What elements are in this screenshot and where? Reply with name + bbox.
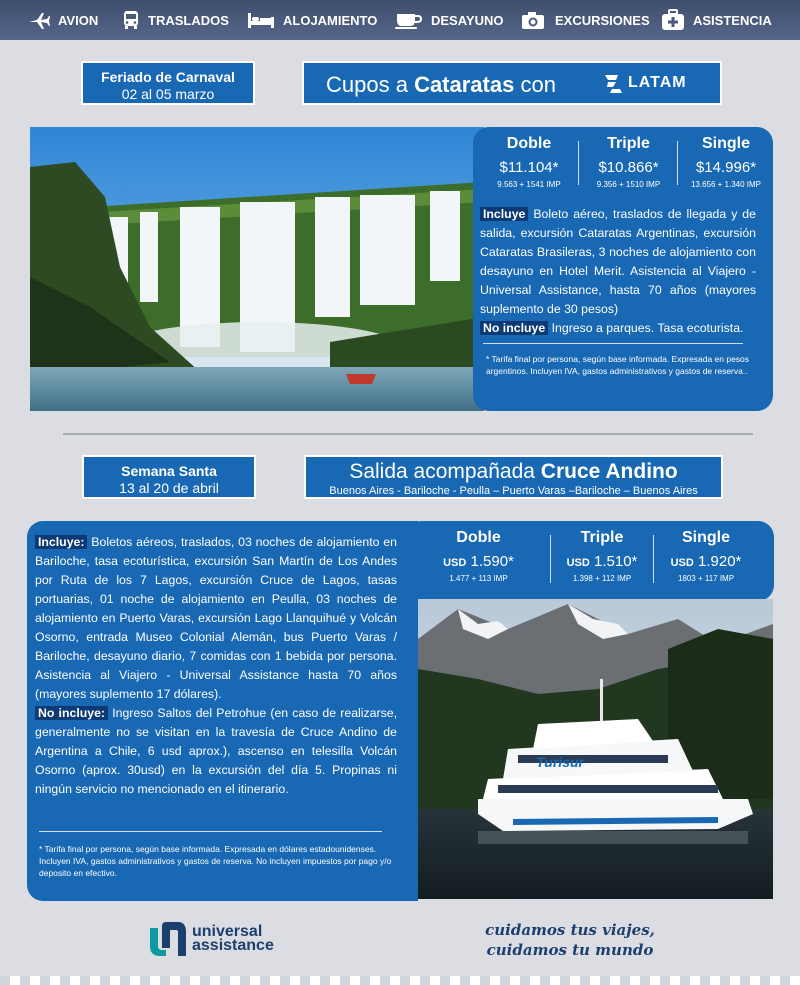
- title-suffix: con: [514, 72, 556, 97]
- offer-title-cataratas: [302, 61, 722, 105]
- price-triple: [552, 529, 652, 583]
- bottom-pattern-strip: [0, 976, 800, 985]
- universal-assistance-logo-icon: [148, 922, 188, 956]
- includes-text-cruce: [35, 533, 397, 799]
- column-divider: [653, 535, 654, 583]
- latam-logo-icon: [604, 72, 624, 94]
- catamaran-lake-photo: [418, 599, 773, 899]
- nav-label: ASISTENCIA: [693, 12, 772, 28]
- price-panel-cruce: [406, 521, 774, 601]
- brand-line2: assistance: [192, 937, 274, 954]
- top-services-bar: [0, 0, 800, 40]
- price-breakdown: 1803 + 117 IMP: [677, 574, 735, 583]
- section-divider: [63, 433, 753, 435]
- price-value: $10.866*: [598, 159, 659, 176]
- slogan-line1: cuidamos tus viajes,: [485, 921, 655, 939]
- boat-name: Turisur: [536, 754, 584, 770]
- price-currency: USD: [670, 557, 694, 569]
- price-value: 1.920*: [698, 553, 742, 570]
- column-divider: [578, 141, 579, 185]
- iguazu-falls-photo: [30, 127, 484, 411]
- nav-item-asistencia: [661, 0, 772, 40]
- slogan: [470, 920, 670, 960]
- badge-dates: 02 al 05 marzo: [121, 86, 215, 102]
- no-incluye-text: Ingreso a parques. Tasa ecoturista.: [548, 321, 744, 335]
- price-breakdown: 1.477 + 113 IMP: [449, 574, 508, 583]
- badge-title: Feriado de Carnaval: [101, 69, 235, 85]
- universal-assistance-logo: [148, 922, 274, 956]
- nav-item-avion: [28, 0, 98, 40]
- airline-name: LATAM: [628, 74, 687, 91]
- title-prefix: Salida acompañada: [349, 460, 541, 483]
- price-triple: [581, 135, 676, 189]
- nav-label: ALOJAMIENTO: [283, 12, 378, 28]
- nav-label: DESAYUNO: [431, 12, 504, 28]
- price-doble: [479, 135, 579, 189]
- badge-dates: 13 al 20 de abril: [119, 480, 219, 496]
- brand-line1: universal: [192, 923, 263, 940]
- footnote-cataratas: * Tarifa final por persona, según base informada. Expresada en pesos argentinos. Incluyen IVA, gastos administrativos y gastos de reserva..: [486, 354, 750, 376]
- room-type: Triple: [607, 135, 650, 152]
- room-type: Doble: [456, 529, 501, 546]
- offer-title-cruce-andino: [304, 455, 723, 499]
- incluye-label: Incluye:: [35, 535, 87, 549]
- nav-label: AVION: [58, 12, 99, 28]
- price-value: $14.996*: [695, 159, 757, 176]
- nav-label: EXCURSIONES: [555, 12, 650, 28]
- room-type: Single: [681, 529, 730, 546]
- room-type: Triple: [580, 529, 624, 546]
- details-panel-cruce: [27, 521, 418, 901]
- nav-item-desayuno: [395, 0, 503, 40]
- price-breakdown: 1.398 + 112 IMP: [572, 574, 632, 583]
- price-single: [656, 529, 756, 583]
- airplane-icon: [28, 11, 50, 29]
- coffee-cup-icon: [395, 10, 423, 30]
- no-incluye-label: No incluye:: [35, 706, 108, 720]
- price-breakdown: 9.563 + 1541 IMP: [497, 180, 561, 189]
- incluye-label: Incluye: [480, 207, 528, 221]
- no-incluye-label: No incluye: [480, 321, 548, 335]
- price-breakdown: 13.656 + 1.340 IMP: [690, 180, 762, 189]
- incluye-text: Boletos aéreos, traslados, 03 noches de alojamiento en Bariloche, tasa ecoturística, excursión San Martín de Los Andes por Ruta de los 7 Lagos, excursión Cruce de Lagos, tasas portuarias, 01 noche de alojamiento en Peulla, 03 noches de alojamiento en Puerto Varas, excursión Lago Llanquihué y Volcán Osorno, entrada Museo Colonial Alemán, bus Puerto Varas / Bariloche, desayuno diario, 7 comidas con 1 bebida por persona. Asistencia al Viajero - Universal Assistance hasta 70 años (mayores suplemento 17 dólares).: [35, 535, 397, 701]
- column-divider: [677, 141, 678, 185]
- footnote-cruce: * Tarifa final por persona, según base informada. Expresada en dólares estadounidenses. Incluyen IVA, gastos administrativos y gastos de reserva. No incluyen impuestos por pago y/o deposito en efectivo.: [39, 844, 392, 878]
- date-badge-carnaval: [81, 61, 255, 105]
- route-text: Buenos Aires - Bariloche - Peulla – Puerto Varas –Bariloche – Buenos Aires: [329, 485, 698, 497]
- price-value: $11.104*: [499, 159, 559, 176]
- includes-text-cataratas: [480, 205, 756, 338]
- title-destination: Cataratas: [414, 72, 515, 97]
- divider: [483, 343, 743, 344]
- camera-icon: [521, 10, 547, 30]
- no-incluye-text: Ingreso Saltos del Petrohue (en caso de realizarse, generalmente no se visitan en la travesía de Cruce Andino de Argentina a Chile, 6 usd aprox.), ascenso en telesilla Volcán Osorno (aprox. 30usd) en la excursión del día 5. Propinas ni ningún servicio no mencionado en el itinerario.: [35, 706, 397, 796]
- medical-kit-icon: [661, 9, 685, 31]
- nav-item-excursiones: [521, 0, 650, 40]
- price-doble: [426, 529, 531, 583]
- price-value: 1.510*: [594, 553, 638, 570]
- price-value: 1.590*: [470, 553, 514, 570]
- divider: [39, 831, 382, 832]
- column-divider: [550, 535, 551, 583]
- title-destination: Cruce Andino: [540, 460, 678, 483]
- nav-item-traslados: [122, 0, 229, 40]
- price-panel-cataratas: [473, 127, 773, 411]
- slogan-line2: cuidamos tu mundo: [486, 941, 654, 959]
- price-currency: USD: [566, 557, 590, 569]
- latam-logo: [604, 72, 687, 94]
- price-currency: USD: [443, 557, 467, 569]
- title-prefix: Cupos a: [326, 72, 415, 97]
- offer-title: [306, 460, 721, 484]
- date-badge-semana-santa: [82, 455, 256, 499]
- nav-item-alojamiento: [247, 0, 377, 40]
- bus-icon: [122, 10, 140, 30]
- price-single: [679, 135, 773, 189]
- room-type: Single: [701, 135, 750, 152]
- incluye-text: Boleto aéreo, traslados de llegada y de salida, excursión Cataratas Argentinas, excursión Cataratas Brasileras, 3 noches de alojamiento con desayuno en Hotel Merit. Asistencia al Viajero - Universal Assistance, hasta 70 años (mayores suplemento de 30 pesos): [480, 207, 756, 316]
- room-type: Doble: [506, 135, 552, 152]
- bed-icon: [247, 11, 275, 29]
- nav-label: TRASLADOS: [148, 12, 229, 28]
- price-breakdown: 9.356 + 1510 IMP: [596, 180, 661, 189]
- badge-title: Semana Santa: [121, 463, 217, 479]
